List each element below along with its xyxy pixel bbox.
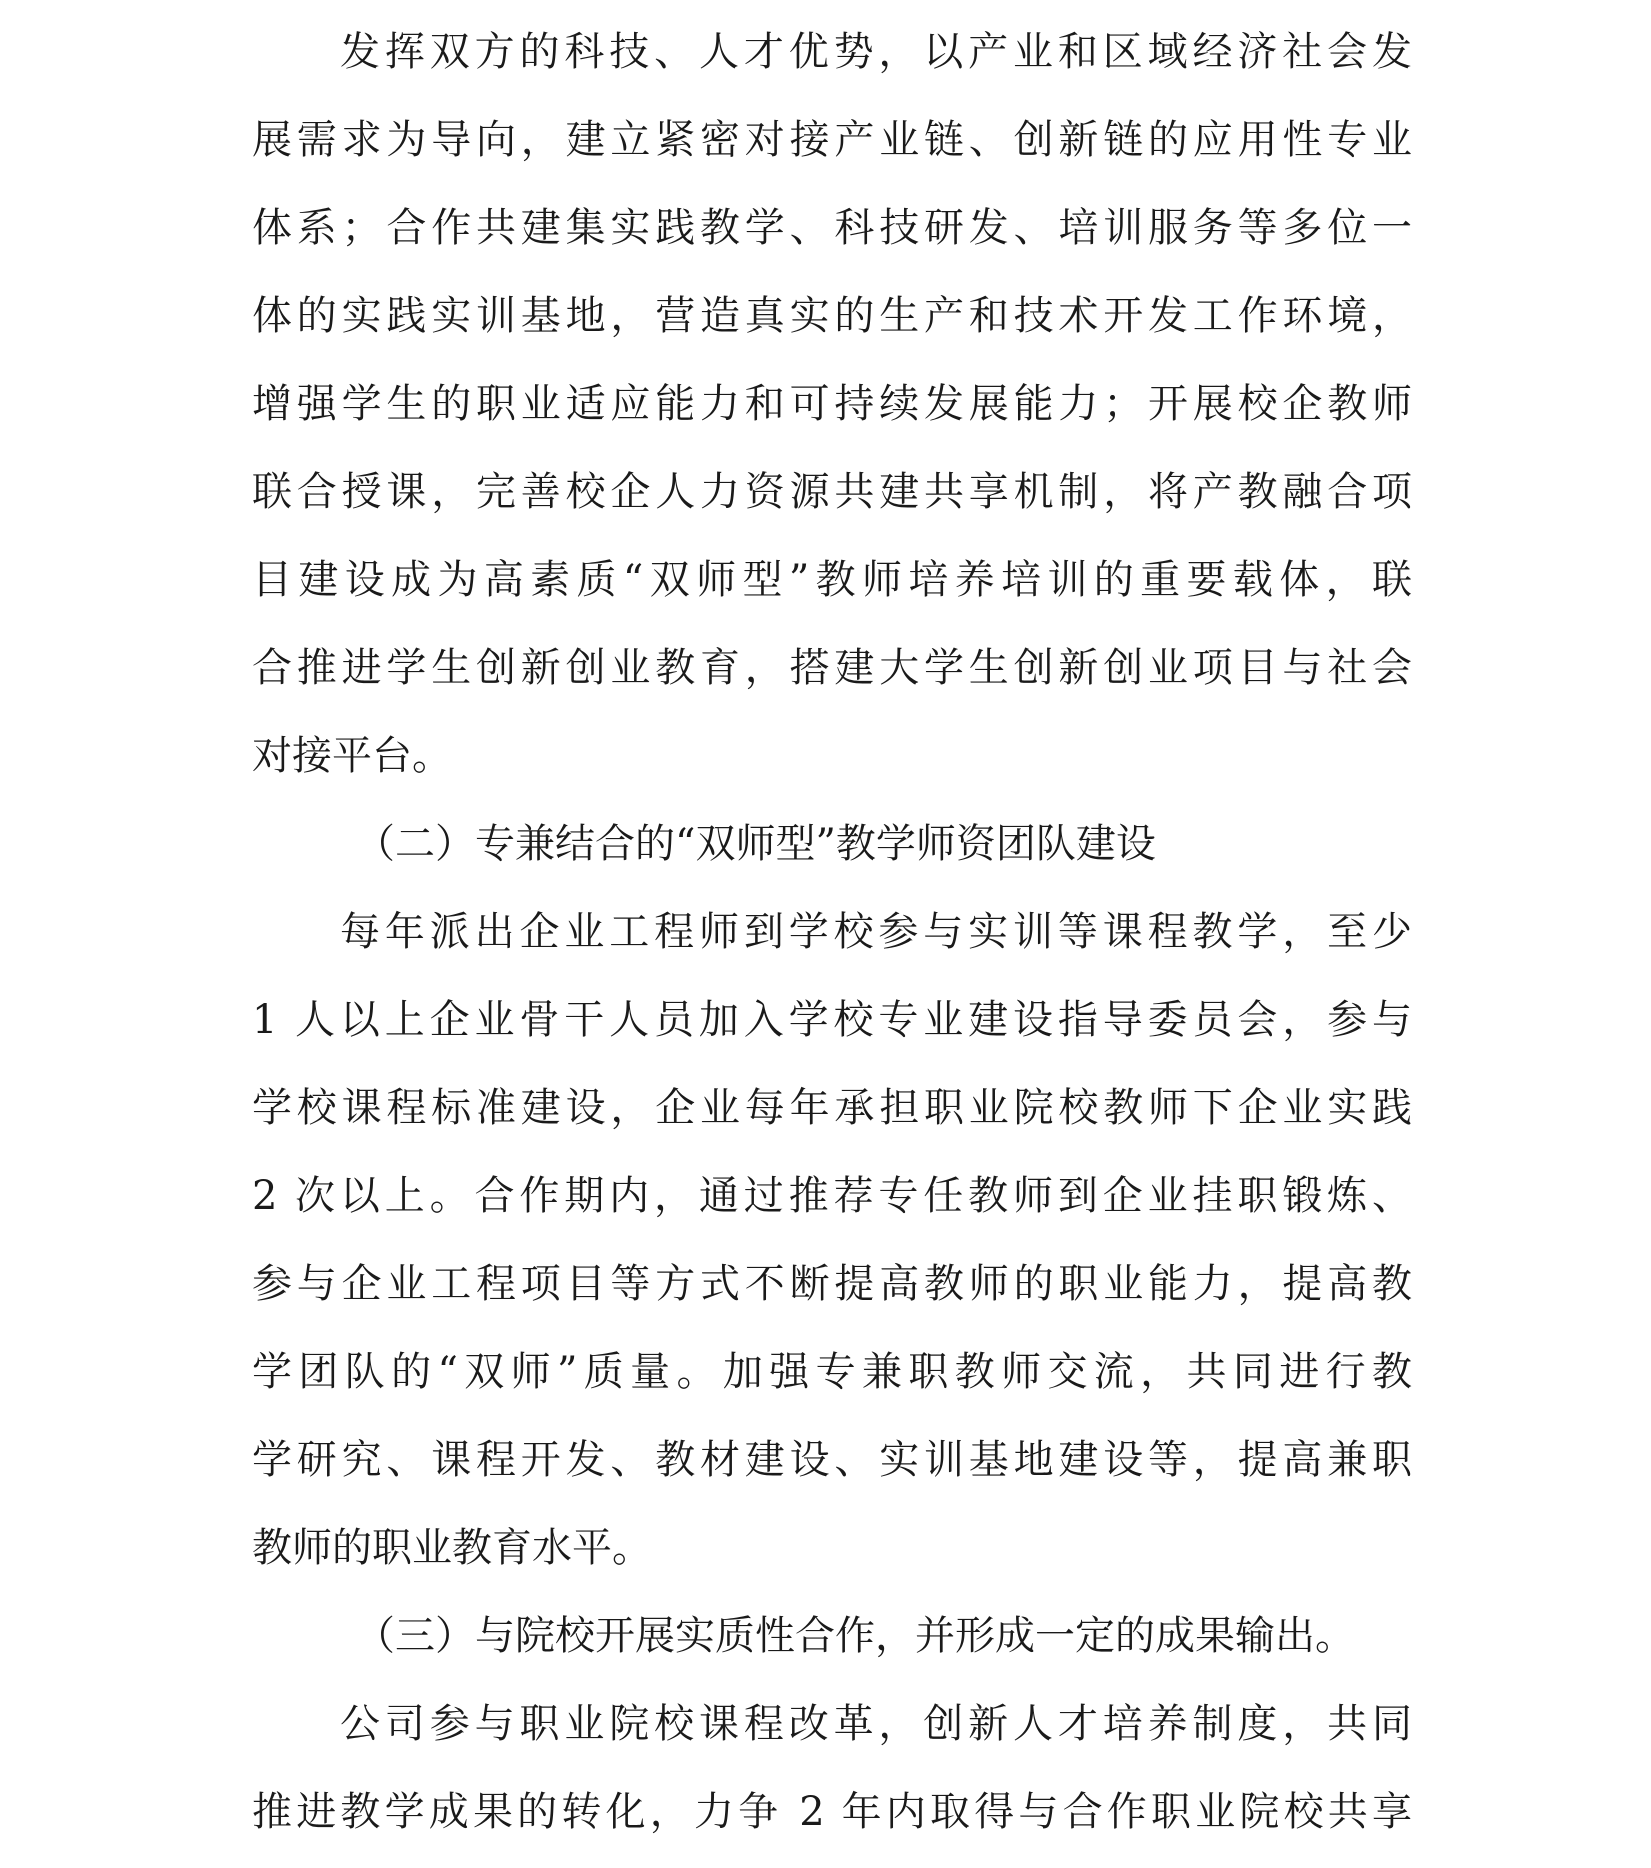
paragraph-2-line-2: 1 人以上企业骨干人员加入学校专业建设指导委员会，参与 (252, 997, 1412, 1043)
paragraph-1-line-4: 体的实践实训基地，营造真实的生产和技术开发工作环境， (252, 293, 1412, 339)
section-heading-3: （三）与院校开展实质性合作，并形成一定的成果输出。 (355, 1613, 1355, 1659)
paragraph-2-line-4: 2 次以上。合作期内，通过推荐专任教师到企业挂职锻炼、 (252, 1173, 1412, 1219)
paragraph-1-line-8: 合推进学生创新创业教育，搭建大学生创新创业项目与社会 (252, 645, 1412, 691)
paragraph-1-line-3: 体系；合作共建集实践教学、科技研发、培训服务等多位一 (252, 205, 1412, 251)
paragraph-2-line-6: 学团队的“双师”质量。加强专兼职教师交流，共同进行教 (252, 1349, 1412, 1395)
paragraph-2-line-8: 教师的职业教育水平。 (252, 1525, 652, 1571)
paragraph-1-line-7: 目建设成为高素质“双师型”教师培养培训的重要载体，联 (252, 557, 1412, 603)
section-heading-2: （二）专兼结合的“双师型”教学师资团队建设 (355, 821, 1156, 867)
paragraph-3-line-2: 推进教学成果的转化，力争 2 年内取得与合作职业院校共享 (252, 1789, 1412, 1835)
paragraph-1-line-2: 展需求为导向，建立紧密对接产业链、创新链的应用性专业 (252, 117, 1412, 163)
paragraph-3-line-1: 公司参与职业院校课程改革，创新人才培养制度，共同 (340, 1701, 1412, 1747)
paragraph-2-line-1: 每年派出企业工程师到学校参与实训等课程教学，至少 (340, 909, 1412, 955)
paragraph-1-line-1: 发挥双方的科技、人才优势，以产业和区域经济社会发 (340, 29, 1412, 75)
paragraph-1-line-9: 对接平台。 (252, 733, 452, 779)
paragraph-1-line-5: 增强学生的职业适应能力和可持续发展能力；开展校企教师 (252, 381, 1412, 427)
paragraph-2-line-7: 学研究、课程开发、教材建设、实训基地建设等，提高兼职 (252, 1437, 1412, 1483)
paragraph-1-line-6: 联合授课，完善校企人力资源共建共享机制，将产教融合项 (252, 469, 1412, 515)
paragraph-2-line-3: 学校课程标准建设，企业每年承担职业院校教师下企业实践 (252, 1085, 1412, 1131)
paragraph-2-line-5: 参与企业工程项目等方式不断提高教师的职业能力，提高教 (252, 1261, 1412, 1307)
